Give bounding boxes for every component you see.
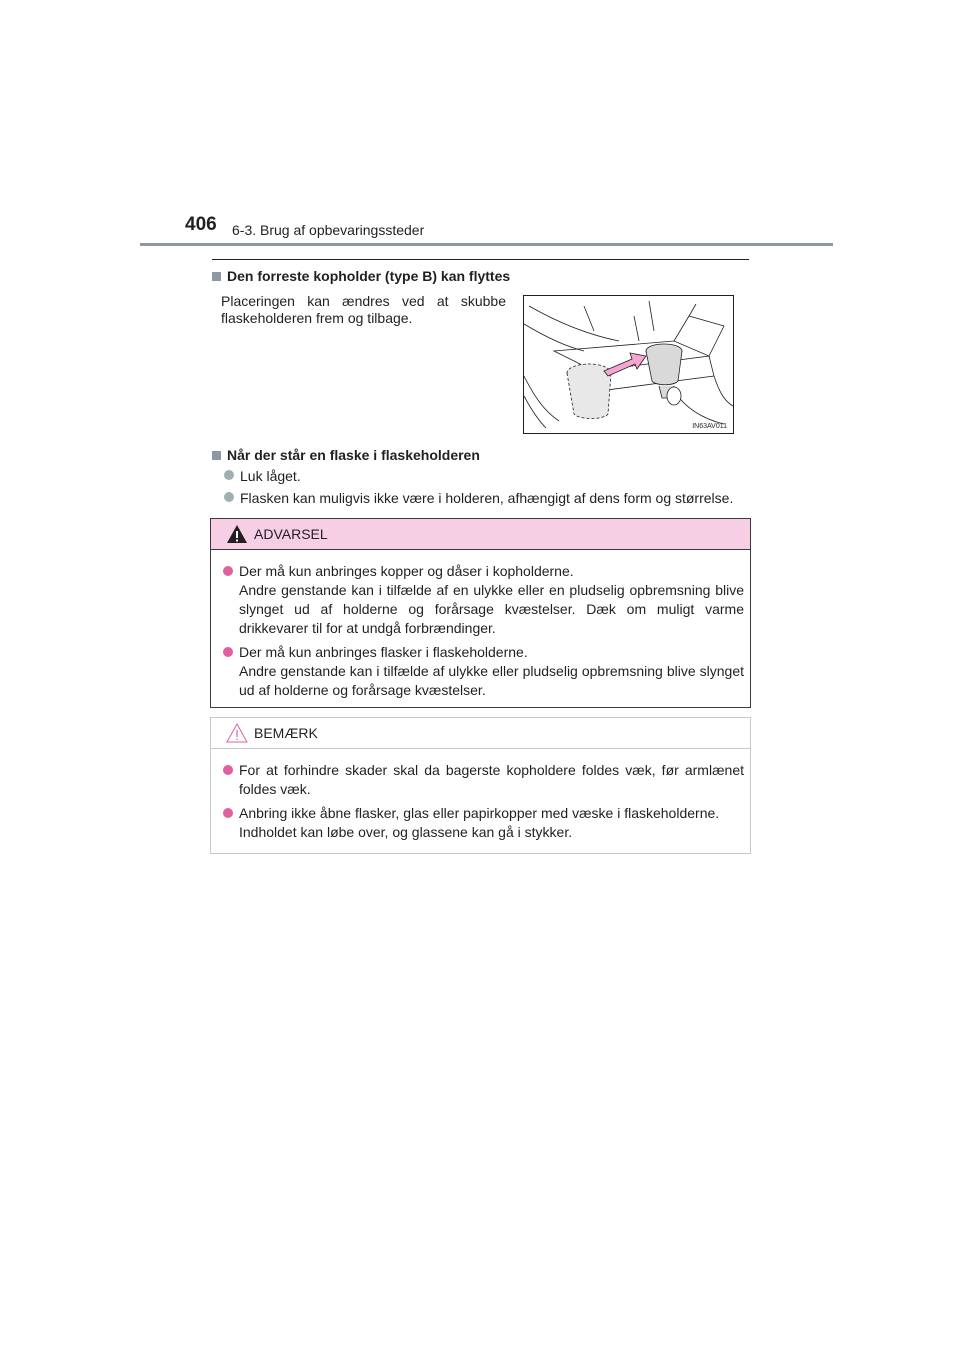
section-heading-movable-cupholder (212, 268, 510, 284)
notice-header (211, 718, 750, 749)
warning-header (211, 519, 750, 550)
bullet-item (224, 467, 301, 485)
warning-item (223, 643, 744, 700)
bullet-icon (224, 492, 234, 502)
bullet-icon (223, 808, 233, 818)
warning-item-detail: Andre genstande kan i tilfælde af ulykke eller pludselig opbremsning blive slynget ud af holderne og forårsage kvæstelser. (239, 663, 744, 698)
warning-item-lead: Der må kun anbringes kopper og dåser i kopholderne. (239, 563, 574, 579)
bullet-icon (223, 647, 233, 657)
notice-item-lead: Anbring ikke åbne flasker, glas eller papirkopper med væske i flaskeholderne. (239, 805, 720, 821)
warning-triangle-icon (226, 524, 248, 544)
section-heading-bottle (212, 447, 480, 463)
slide-direction-arrow (604, 353, 646, 376)
bullet-text: Flasken kan muligvis ikke være i holderen, afhængigt af dens form og størrelse. (240, 490, 734, 506)
notice-item-text: For at forhindre skader skal da bagerste kopholdere foldes væk, før armlænet foldes væk. (239, 762, 744, 797)
figure-code: IN63AV011 (692, 423, 727, 430)
notice-triangle-icon (226, 723, 248, 743)
square-bullet-icon (212, 451, 221, 460)
notice-item (223, 804, 744, 842)
page-number: 406 (185, 214, 217, 235)
cupholder-illustration (523, 295, 734, 434)
warning-box (210, 518, 751, 708)
bullet-item (224, 489, 733, 507)
header-divider (140, 243, 833, 246)
section-title: 6-3. Brug af opbevaringssteder (232, 222, 425, 238)
movable-cupholder-description: Placeringen kan ændres ved at skubbe flaskeholderen frem og tilbage. (221, 293, 506, 326)
bullet-icon (224, 470, 234, 480)
warning-item-lead: Der må kun anbringes flasker i flaskeholderne. (239, 644, 528, 660)
square-bullet-icon (212, 272, 221, 281)
heading-text: Når der står en flaske i flaskeholderen (227, 447, 480, 463)
bullet-text: Luk låget. (240, 468, 301, 484)
notice-item-detail: Indholdet kan løbe over, og glassene kan gå i stykker. (239, 824, 573, 840)
heading-text: Den forreste kopholder (type B) kan flyttes (227, 268, 511, 284)
notice-title: BEMÆRK (254, 725, 318, 741)
notice-item (223, 761, 744, 799)
warning-title: ADVARSEL (254, 526, 328, 542)
notice-box (210, 717, 751, 854)
bullet-icon (223, 566, 233, 576)
cupholder-drawing (524, 296, 733, 433)
content-divider (212, 259, 749, 260)
warning-item (223, 562, 744, 638)
warning-item-detail: Andre genstande kan i tilfælde af en ulykke eller en pludselig opbremsning blive slynget ud af holderne og forårsage kvæstelser. Dæk om muligt varme drikkevarer til for at undgå forbrændinger. (239, 582, 744, 636)
bullet-icon (223, 765, 233, 775)
